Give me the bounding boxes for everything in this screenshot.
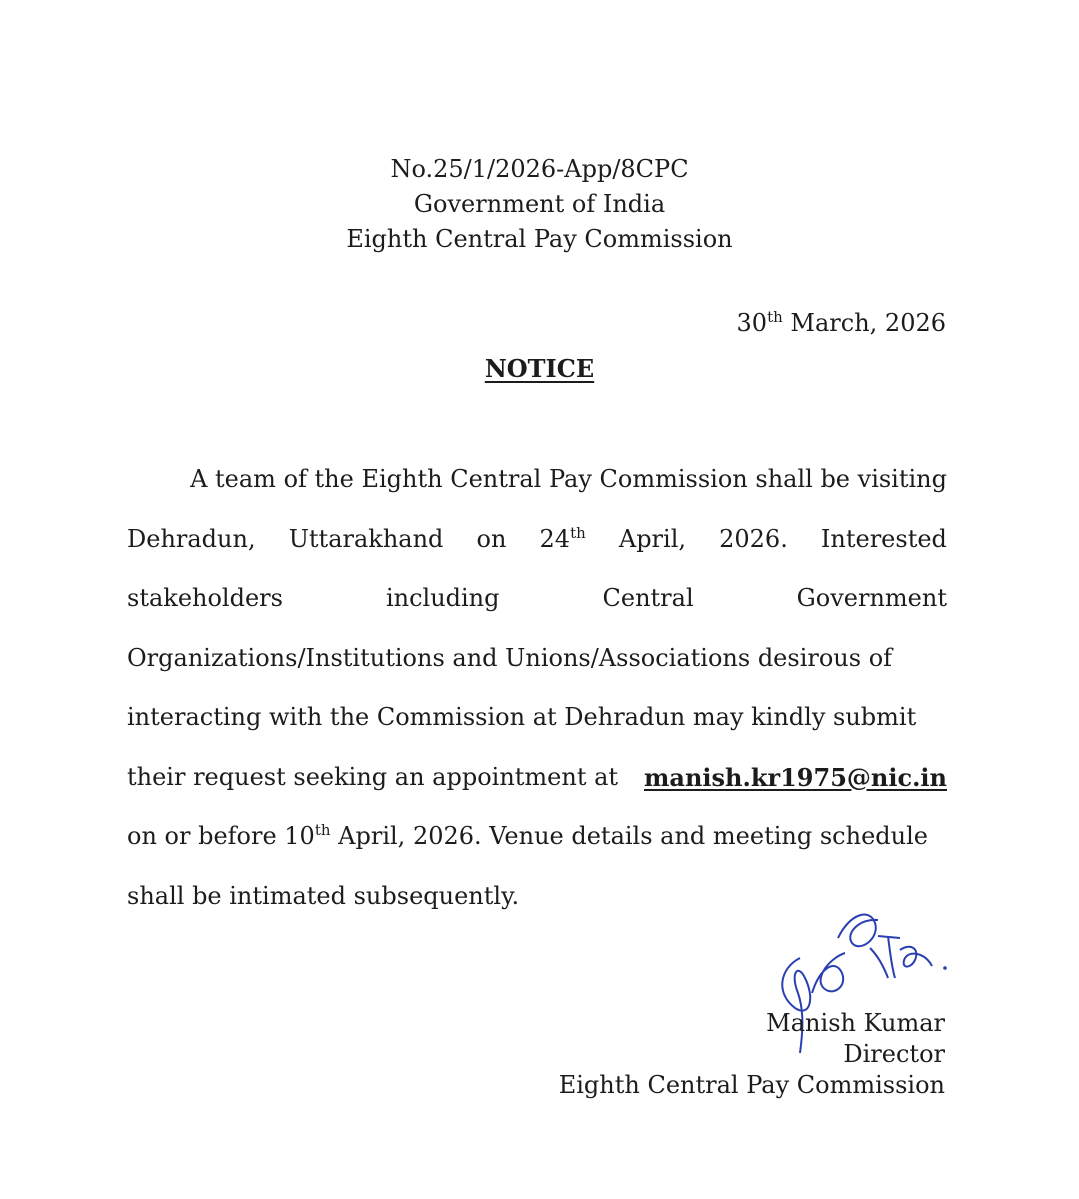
notice-body: [127, 450, 947, 926]
body-word: Government: [796, 584, 947, 612]
body-word: on: [476, 524, 507, 553]
letterhead: [0, 152, 1079, 257]
date-suffix: th: [767, 308, 783, 326]
body-line: [127, 569, 947, 629]
body-line: [127, 688, 947, 748]
body-line: [127, 510, 947, 570]
body-word: Dehradun,: [127, 524, 256, 553]
body-word: stakeholders: [127, 584, 283, 612]
notice-date: [737, 306, 946, 341]
body-text: A team of the Eighth Central Pay Commission shall be visiting: [190, 465, 947, 493]
body-word: Uttarakhand: [288, 524, 444, 553]
body-line: [127, 807, 947, 867]
deadline-text: on or before 10th April, 2026. Venue details and meeting schedule: [127, 821, 928, 850]
signatory-name: Manish Kumar: [766, 1009, 945, 1037]
body-line: [127, 629, 947, 689]
signatory-organization: Eighth Central Pay Commission: [558, 1071, 945, 1099]
body-word: 2026.: [719, 524, 788, 553]
date-day: 30: [736, 309, 768, 337]
body-line: [127, 450, 947, 510]
body-word: April,: [618, 524, 687, 553]
body-text: shall be intimated subsequently.: [127, 881, 520, 910]
body-word: including: [385, 584, 500, 612]
body-text: their request seeking an appointment at: [127, 762, 619, 791]
signatory-block: [559, 1008, 945, 1101]
paragraph-indent: [127, 450, 190, 510]
body-line: [127, 748, 947, 808]
body-text: Organizations/Institutions and Unions/Associations desirous of: [127, 643, 893, 672]
body-text: interacting with the Commission at Dehradun may kindly submit: [127, 703, 917, 731]
body-word: Central: [602, 584, 694, 612]
body-word: Interested: [820, 524, 947, 553]
signatory-designation: Director: [843, 1040, 945, 1068]
contact-email-link[interactable]: manish.kr1975@nic.in: [644, 762, 947, 792]
visit-date-day: 24th: [539, 523, 586, 553]
date-month-year: March, 2026: [782, 309, 946, 337]
government-name: Government of India: [413, 190, 666, 218]
notice-title: NOTICE: [484, 354, 595, 383]
reference-number: No.25/1/2026-App/8CPC: [390, 155, 689, 183]
commission-name: Eighth Central Pay Commission: [346, 225, 733, 253]
